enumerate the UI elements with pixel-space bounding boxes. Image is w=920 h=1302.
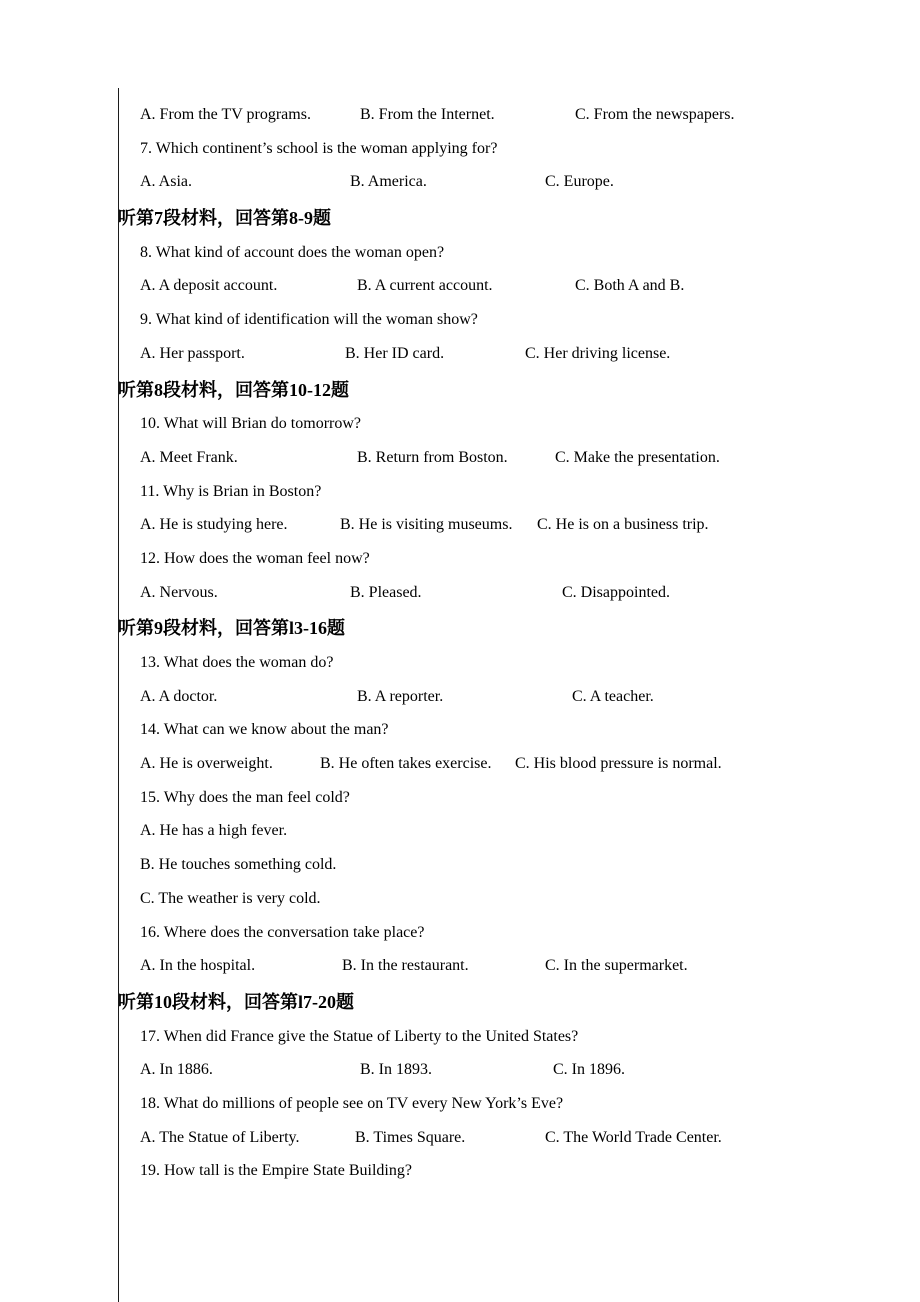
question-line: 14. What can we know about the man? — [140, 721, 389, 739]
question-line: A. He has a high fever. — [140, 822, 288, 840]
question-line: C. The weather is very cold. — [140, 889, 321, 907]
option-row — [140, 165, 920, 199]
option-item: B. From the Internet. — [360, 106, 495, 123]
option-item: A. From the TV programs. — [140, 106, 311, 123]
option-row — [140, 747, 920, 781]
option-item: B. In the restaurant. — [342, 957, 469, 975]
option-item: B. A reporter. — [357, 687, 444, 705]
option-item: A. In the hospital. — [140, 957, 256, 975]
question-line: 10. What will Brian do tomorrow? — [140, 415, 361, 433]
option-item: C. Make the presentation. — [555, 448, 720, 466]
option-row — [140, 1121, 920, 1155]
option-item: B. In 1893. — [360, 1061, 432, 1079]
question-line: 7. Which continent’s school is the woman applying for? — [140, 139, 498, 157]
section-header: 听第8段材料，回答第10-12题 — [118, 379, 349, 400]
question-line: 19. How tall is the Empire State Building? — [140, 1162, 412, 1180]
option-item: B. He is visiting museums. — [340, 516, 513, 534]
question-line: B. He touches something cold. — [140, 856, 337, 874]
option-item: C. He is on a business trip. — [537, 516, 709, 534]
question-line: 8. What kind of account does the woman open? — [140, 243, 445, 261]
option-item: A. A deposit account. — [140, 277, 278, 295]
option-item: B. He often takes exercise. — [320, 755, 492, 773]
option-item: A. In 1886. — [140, 1061, 213, 1079]
question-line: 9. What kind of identification will the woman show? — [140, 311, 478, 329]
option-item: C. Disappointed. — [562, 583, 670, 601]
option-row — [140, 508, 920, 542]
option-row — [140, 949, 920, 983]
option-item: A. Nervous. — [140, 583, 218, 601]
question-line: 11. Why is Brian in Boston? — [140, 482, 322, 500]
option-item: B. Pleased. — [350, 583, 422, 601]
question-line: 15. Why does the man feel cold? — [140, 788, 350, 806]
document-content — [0, 98, 920, 1188]
option-row — [140, 98, 920, 132]
question-line: 12. How does the woman feel now? — [140, 549, 370, 567]
option-item: B. Times Square. — [355, 1128, 466, 1146]
option-item: A. The Statue of Liberty. — [140, 1128, 300, 1146]
option-item: C. Both A and B. — [575, 277, 685, 295]
option-row — [140, 1053, 920, 1087]
option-item: C. The World Trade Center. — [545, 1128, 722, 1146]
option-item: B. America. — [350, 173, 427, 191]
option-row — [140, 441, 920, 475]
option-item: C. A teacher. — [572, 687, 654, 705]
question-line: 17. When did France give the Statue of Liberty to the United States? — [140, 1027, 579, 1045]
question-line: 18. What do millions of people see on TV every New York’s Eve? — [140, 1094, 564, 1112]
option-item: B. Return from Boston. — [357, 448, 508, 466]
section-header: 听第9段材料，回答第l3-16题 — [118, 618, 345, 639]
option-item: C. Her driving license. — [525, 344, 671, 362]
option-item: A. He is overweight. — [140, 755, 273, 773]
section-header: 听第7段材料，回答第8-9题 — [118, 208, 331, 229]
option-item: A. A doctor. — [140, 687, 218, 705]
option-item: A. Her passport. — [140, 344, 245, 362]
option-item: A. He is studying here. — [140, 516, 288, 534]
option-item: B. Her ID card. — [345, 344, 445, 362]
option-item: C. In 1896. — [553, 1061, 625, 1079]
option-row — [140, 680, 920, 714]
option-item: B. A current account. — [357, 277, 493, 295]
option-item: C. His blood pressure is normal. — [515, 755, 722, 773]
option-row — [140, 269, 920, 303]
option-item: C. Europe. — [545, 173, 614, 191]
question-line: 16. Where does the conversation take place? — [140, 923, 425, 941]
option-item: A. Meet Frank. — [140, 448, 238, 466]
question-line: 13. What does the woman do? — [140, 654, 334, 671]
option-item: A. Asia. — [140, 173, 192, 191]
option-item: C. In the supermarket. — [545, 957, 688, 975]
option-row — [140, 337, 920, 371]
option-row — [140, 576, 920, 610]
option-item: C. From the newspapers. — [575, 106, 735, 123]
section-header: 听第10段材料，回答第l7-20题 — [118, 991, 354, 1012]
